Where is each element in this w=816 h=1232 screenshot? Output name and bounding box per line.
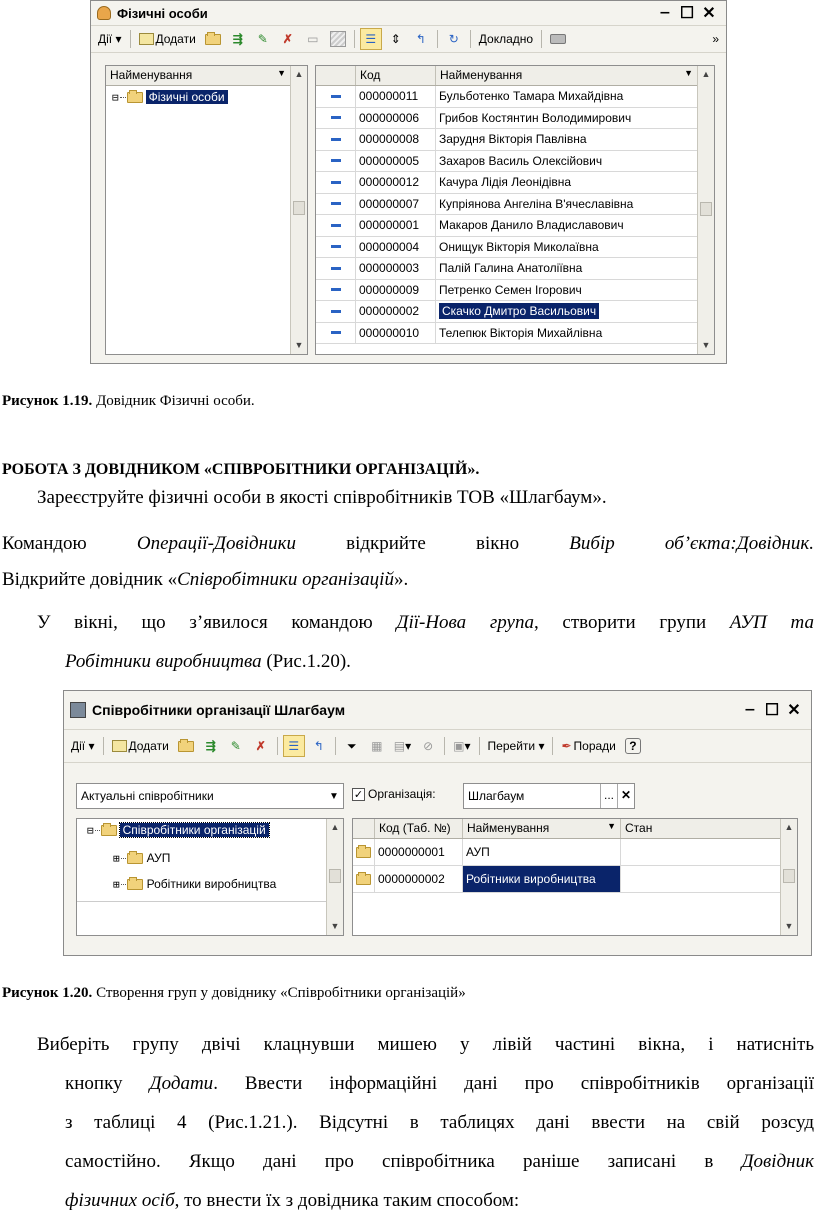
new-group-button[interactable] [175, 735, 197, 757]
filter-button[interactable] [360, 28, 382, 50]
toolbar-separator [103, 737, 104, 755]
table-row[interactable] [316, 301, 697, 323]
tree-scrollbar[interactable] [326, 819, 343, 935]
item-icon [316, 237, 356, 258]
name-cell: Онищук Вікторія Миколаївна [439, 239, 599, 254]
toolbar-separator [437, 30, 438, 48]
folder-icon [205, 34, 221, 45]
column-name[interactable]: Найменування ▼ [440, 68, 693, 82]
close-button[interactable]: ✕ [702, 5, 716, 22]
tree-item-root[interactable]: ⊟ Співробітники організацій [87, 823, 269, 837]
edit-button[interactable] [225, 735, 247, 757]
item-icon [316, 258, 356, 279]
element-icon [331, 224, 341, 227]
code-cell: 000000007 [356, 194, 436, 215]
table-icon: ▦ [371, 739, 383, 753]
actions-menu-button[interactable]: Дії ▾ [71, 739, 95, 753]
delete-button[interactable] [302, 28, 324, 50]
help-button[interactable] [622, 735, 644, 757]
edit-icon: ✎ [230, 739, 241, 753]
scroll-thumb[interactable] [700, 202, 712, 216]
scroll-down-arrow[interactable]: ▼ [701, 340, 711, 350]
table-row[interactable] [353, 866, 780, 893]
employees-rows [353, 839, 780, 893]
scroll-thumb[interactable] [293, 201, 305, 215]
edit-icon: ✎ [257, 32, 268, 46]
select-button[interactable]: ... [600, 784, 617, 808]
table-row[interactable] [316, 108, 697, 130]
paragraph-4-line-5: фізичних осіб, то внести їх з довідника таким способом: [65, 1190, 520, 1211]
collapse-icon: ⊟ [87, 823, 94, 837]
item-icon [353, 866, 375, 892]
column-icon[interactable] [353, 819, 375, 838]
employees-list [352, 818, 798, 936]
element-icon [331, 116, 341, 119]
list-scrollbar[interactable] [780, 819, 797, 935]
code-cell: 000000011 [356, 86, 436, 107]
item-icon [316, 215, 356, 236]
table-row[interactable] [316, 172, 697, 194]
table-row[interactable] [316, 323, 697, 345]
name-cell: Палій Галина Анатоліївна [439, 261, 583, 276]
add-icon [112, 740, 127, 752]
persons-rows [316, 86, 697, 344]
print-button[interactable] [547, 28, 569, 50]
copy-button[interactable] [200, 735, 222, 757]
list-header [316, 66, 714, 86]
funnel-icon: ⏷ [346, 738, 357, 753]
organization-checkbox[interactable]: ✓ [353, 788, 364, 801]
window-titlebar [64, 691, 811, 729]
item-icon [316, 86, 356, 107]
table-row[interactable] [316, 194, 697, 216]
delete-icon: ▭ [307, 32, 319, 46]
paragraph-1: Зареєструйте фізичні особи в якості співробітників ТОВ «Шлагбаум». [37, 487, 607, 508]
clear-filter-icon: ⊘ [423, 739, 434, 753]
refresh-button[interactable] [443, 28, 465, 50]
element-icon [331, 159, 341, 162]
actions-menu-button[interactable]: Дії ▾ [98, 32, 122, 46]
name-cell: Макаров Данило Владиславович [439, 218, 624, 233]
refresh-icon: ↻ [448, 32, 459, 46]
code-cell: 0000000002 [375, 866, 463, 892]
element-icon [331, 202, 341, 205]
more-button[interactable]: » [712, 32, 719, 46]
name-cell: Петренко Семен Ігорович [439, 282, 582, 297]
toolbar-separator [479, 737, 480, 755]
add-button[interactable]: Додати [136, 28, 199, 50]
code-cell: 000000004 [356, 237, 436, 258]
minimize-button[interactable]: ‒ [660, 4, 670, 21]
figure-caption-2: Рисунок 1.20. Створення груп у довіднику «Співробітники організацій» [2, 985, 466, 1001]
item-icon [353, 839, 375, 865]
paragraph-3-line-2: Робітники виробництва (Рис.1.20). [65, 651, 351, 672]
name-cell: Бульботенко Тамара Михайдівна [439, 89, 624, 104]
tree-column-name[interactable]: Найменування ▼ [110, 68, 286, 82]
toolbar-separator [354, 30, 355, 48]
sort-button[interactable] [385, 28, 407, 50]
structure-icon: ▤ [393, 739, 406, 753]
employees-icon [70, 702, 86, 718]
collapse-icon: ⊟ [112, 90, 119, 104]
folder-icon [127, 879, 143, 890]
scroll-down-arrow[interactable]: ▼ [330, 921, 340, 931]
minimize-button[interactable]: ‒ [745, 701, 755, 718]
level-up-icon: ↰ [415, 32, 426, 46]
goto-menu-button[interactable]: Перейти ▾ [487, 739, 545, 753]
clear-button[interactable]: ✕ [617, 784, 634, 808]
element-icon [331, 288, 341, 291]
toolbar-separator [541, 30, 542, 48]
scroll-up-arrow[interactable]: ▲ [330, 822, 340, 832]
table-row[interactable] [316, 129, 697, 151]
column-name[interactable]: Найменування ▼ [463, 819, 621, 838]
toolbar [64, 729, 811, 763]
folder-icon [178, 741, 194, 752]
delete-mark-icon: ✗ [255, 739, 266, 753]
state-cell [621, 866, 780, 892]
tree-item-aup[interactable]: ⊞ АУП [113, 851, 171, 865]
tips-button[interactable]: ✒ Поради [561, 739, 616, 753]
table-row[interactable] [316, 258, 697, 280]
groups-tree [76, 818, 344, 936]
toolbar [91, 25, 726, 53]
window-title: Фізичні особи [117, 5, 208, 21]
code-cell: 000000002 [356, 301, 436, 322]
persons-list [315, 65, 715, 355]
name-cell: Телепюк Вікторія Михайлівна [439, 325, 603, 340]
paragraph-4-line-3: з таблиці 4 (Рис.1.21.). Відсутні в таблицях дані ввести на свій розсуд [65, 1112, 814, 1133]
item-icon [316, 172, 356, 193]
table-row[interactable] [316, 280, 697, 302]
add-icon [139, 33, 154, 45]
folder-icon [127, 853, 143, 864]
paragraph-2-line-2: Відкрийте довідник «Співробітники організацій». [2, 569, 409, 590]
paragraph-3-line-1: У вікні, що з’явилося командою Дії-Нова група, створити групи АУП та [37, 612, 814, 633]
item-icon [316, 194, 356, 215]
printer-icon [550, 34, 566, 44]
name-cell: АУП [463, 839, 621, 865]
close-button[interactable]: ✕ [787, 702, 801, 719]
name-cell: Скачко Дмитро Васильович [436, 301, 697, 322]
tree-item-workers[interactable]: ⊞ Робітники виробництва [113, 877, 277, 891]
folder-icon [356, 874, 371, 885]
scroll-thumb[interactable] [783, 869, 795, 883]
element-icon [331, 95, 341, 98]
code-cell: 0000000001 [375, 839, 463, 865]
tree-item-root[interactable]: ⊟ Фізичні особи [112, 90, 228, 104]
name-cell: Качура Лідія Леонідівна [439, 175, 572, 190]
paragraph-4-line-1: Виберіть групу двічі клацнувши мишею у лівій частині вікна, і натисніть [37, 1034, 814, 1055]
level-up-button[interactable] [410, 28, 432, 50]
clear-filter-button[interactable] [417, 735, 439, 757]
filter-button[interactable] [283, 735, 305, 757]
column-code[interactable]: Код [356, 66, 436, 85]
item-icon [316, 108, 356, 129]
tree-scrollbar[interactable] [290, 66, 307, 354]
name-cell: Грибов Костянтин Володимирович [439, 110, 632, 125]
edit-button[interactable] [252, 28, 274, 50]
level-up-button[interactable] [308, 735, 330, 757]
name-cell: Захаров Василь Олексійович [439, 153, 603, 168]
code-cell: 000000003 [356, 258, 436, 279]
organization-filter [352, 787, 436, 801]
wand-icon: ✒ [561, 739, 572, 753]
paragraph-4-line-2: кнопку Додати. Ввести інформаційні дані про співробітників організації [65, 1073, 815, 1094]
paragraph-2-line-1: Командою Операції-Довідники відкрийте вікно Вибір об’єкта:Довідник. [2, 533, 814, 554]
element-icon [331, 310, 341, 313]
table-row[interactable] [316, 86, 697, 108]
table-row[interactable] [316, 151, 697, 173]
item-icon [316, 129, 356, 150]
add-button[interactable]: Додати [109, 735, 172, 757]
structure-button[interactable]: ▤ ▾ [393, 739, 412, 753]
code-cell: 000000008 [356, 129, 436, 150]
section-heading: РОБОТА З ДОВІДНИКОМ «СПІВРОБІТНИКИ ОРГАНІЗАЦІЙ». [2, 461, 480, 478]
dropdown-arrow-icon: ▼ [329, 790, 339, 802]
column-icon[interactable] [316, 66, 356, 85]
toolbar-separator [552, 737, 553, 755]
list-header [353, 819, 797, 839]
column-state[interactable]: Стан [625, 821, 653, 835]
window-title: Співробітники організації Шлагбаум [92, 702, 346, 718]
scroll-thumb[interactable] [329, 869, 341, 883]
delete-mark-button[interactable] [250, 735, 272, 757]
hierarchy-button[interactable] [327, 28, 349, 50]
state-cell [621, 839, 780, 865]
expand-icon: ⊞ [113, 877, 120, 891]
person-icon [97, 6, 111, 20]
employees-window [63, 690, 812, 956]
code-cell: 000000012 [356, 172, 436, 193]
paragraph-4-line-4: самостійно. Якщо дані про співробітника раніше записані в Довідник [65, 1151, 814, 1172]
toolbar-separator [470, 30, 471, 48]
name-cell: Купріянова Ангеліна В'ячеславівна [439, 196, 634, 211]
folder-icon [101, 825, 117, 836]
element-icon [331, 138, 341, 141]
funnel-button[interactable] [341, 735, 363, 757]
scroll-up-arrow[interactable]: ▲ [784, 822, 794, 832]
code-cell: 000000001 [356, 215, 436, 236]
filter-icon: ☰ [365, 32, 377, 46]
item-icon [316, 323, 356, 344]
maximize-button[interactable]: ☐ [764, 702, 780, 719]
copy-icon: ⇶ [232, 32, 243, 46]
details-button[interactable]: Докладно [478, 32, 534, 46]
figure-caption-1: Рисунок 1.19. Довідник Фізичні особи. [2, 393, 255, 409]
groups-tree [105, 65, 308, 355]
code-cell: 000000006 [356, 108, 436, 129]
help-icon: ? [625, 738, 641, 754]
copy-icon: ⇶ [205, 739, 216, 753]
scroll-down-arrow[interactable]: ▼ [294, 340, 304, 350]
delete-mark-icon: ✗ [282, 32, 293, 46]
scroll-down-arrow[interactable]: ▼ [784, 921, 794, 931]
table-row[interactable] [353, 839, 780, 866]
physical-persons-window [90, 0, 727, 364]
level-up-icon: ↰ [313, 739, 324, 753]
toolbar-separator [444, 737, 445, 755]
table-row[interactable] [316, 237, 697, 259]
table-button[interactable] [366, 735, 388, 757]
hierarchy-icon [330, 31, 346, 47]
scroll-up-arrow[interactable]: ▲ [701, 69, 711, 79]
documents-button[interactable]: ▣ ▾ [453, 739, 471, 753]
toolbar-separator [335, 737, 336, 755]
documents-icon: ▣ [453, 739, 465, 753]
code-cell: 000000009 [356, 280, 436, 301]
employees-filter-select[interactable]: Актуальні співробітники ▼ [76, 783, 344, 809]
copy-button[interactable] [227, 28, 249, 50]
delete-mark-button[interactable] [277, 28, 299, 50]
tree-header [106, 66, 307, 86]
organization-field[interactable]: Шлагбаум ... ✕ [463, 783, 635, 809]
maximize-button[interactable]: ☐ [679, 5, 695, 22]
organization-label: Організація: [368, 787, 436, 801]
window-titlebar [91, 1, 726, 25]
element-icon [331, 267, 341, 270]
new-group-button[interactable] [202, 28, 224, 50]
name-cell: Робітники виробництва [463, 866, 621, 892]
item-icon [316, 280, 356, 301]
element-icon [331, 245, 341, 248]
element-icon [331, 331, 341, 334]
code-cell: 000000005 [356, 151, 436, 172]
column-code[interactable]: Код (Таб. №) [375, 819, 463, 838]
toolbar-separator [130, 30, 131, 48]
list-scrollbar[interactable] [697, 66, 714, 354]
filter-icon: ☰ [288, 739, 300, 753]
folder-icon [356, 847, 371, 858]
table-row[interactable] [316, 215, 697, 237]
scroll-up-arrow[interactable]: ▲ [294, 69, 304, 79]
name-cell: Зарудня Вікторія Павлівна [439, 132, 587, 147]
toolbar-separator [277, 737, 278, 755]
folder-icon [127, 92, 143, 103]
element-icon [331, 181, 341, 184]
item-icon [316, 151, 356, 172]
code-cell: 000000010 [356, 323, 436, 344]
sort-icon: ⇕ [390, 32, 401, 46]
item-icon [316, 301, 356, 322]
expand-icon: ⊞ [113, 851, 120, 865]
